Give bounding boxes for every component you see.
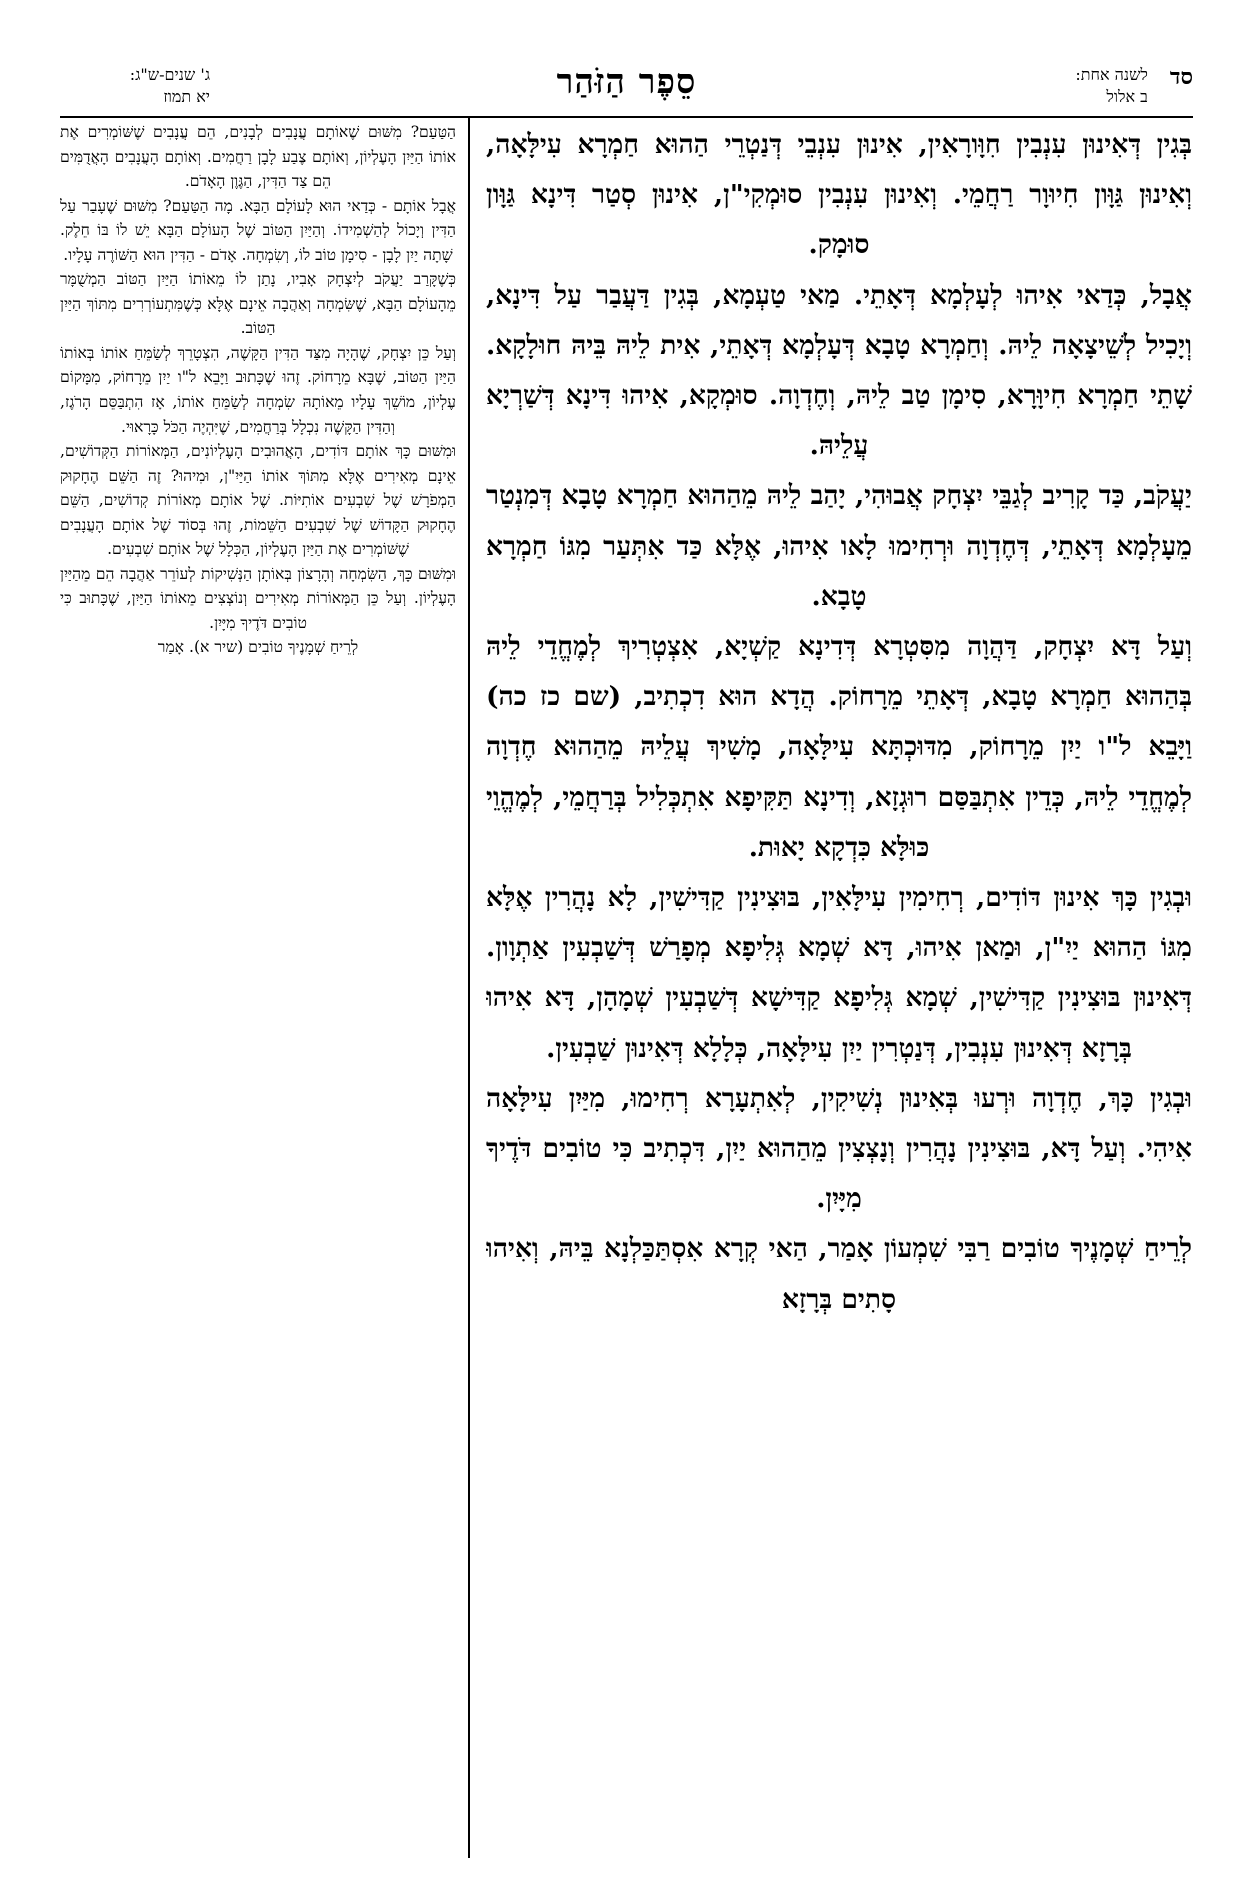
page-number: סד <box>1169 64 1193 90</box>
aramaic-paragraph: וּבְגִין כָּךְ אִינוּן דּוֹדִים, רְחִימִין עִילָּאִין, בּוּצִינִין קַדִּישִׁין, לָא נָהֲרִין אֶלָּא מִגּוֹ הַהוּא יַיִ"ן, וּמַאן אִיהוּ, דָּא שְׁמָא גְּלִיפָא מְפָרַשׁ דְּשַׁבְעִין אַתְוָון. דְּאִינוּן בּוּצִינִין קַדִּישִׁין, שְׁמָא גְּלִיפָא קַדִּישָׁא דְּשַׁבְעִין שְׁמָהָן, דָּא אִיהוּ בְּרָזָא דְּאִינוּן עִנְבִין, דְּנַטְרִין יַיִן עִילָּאָה, כְּלָלָא דְּאִינוּן שַׁבְעִין. <box>486 882 1192 1064</box>
translation-paragraph: לְרֵיחַ שְׁמָנֶיךָ טוֹבִים (שיר א). אָמַר <box>157 638 359 657</box>
hebrew-translation-column <box>60 120 456 1860</box>
side-date-line-2: יא תמוז <box>163 87 210 106</box>
column-divider <box>468 118 470 1858</box>
translation-paragraph: הַטַּעַם? מִשּׁוּם שֶׁאוֹתָם עֲנָבִים לְבָנִים, הֵם עֲנָבִים שֶׁשּׁוֹמְרִים אֶת אוֹתוֹ הַיַּיִן הָעֶלְיוֹן, וְאוֹתָם צֶבַע לָבָן רַחֲמִים. וְאוֹתָם הָעֲנָבִים הָאֲדֻמִּים הֵם צַד הַדִּין, הַגֶּוֶן הָאָדֹם. <box>60 123 456 191</box>
page-header <box>60 60 1193 116</box>
book-title: סֵפֶר הַזֹּהַר <box>556 62 697 102</box>
aramaic-paragraph: וּבְגִין כָּךְ, חֶדְוָה וּרְעוּ בְּאִינוּן נְשִׁיקִין, לְאִתְעָרָא רְחִימוּ, מִיַּיִן עִילָּאָה אִיהִי. וְעַל דָּא, בּוּצִינִין נָהֲרִין וְנָצְצִין מֵהַהוּא יַיִן, דִּכְתִיב כִּי טוֹבִים דֹּדֶיךָ מִיָּיִן. <box>486 1082 1192 1215</box>
translation-paragraph: וּמִשּׁוּם כָּךְ אוֹתָם דּוֹדִים, הָאֲהוּבִים הָעֶלְיוֹנִים, הַמְּאוֹרוֹת הַקְּדוֹשִׁים, אֵינָם מְאִירִים אֶלָּא מִתּוֹךְ אוֹתוֹ הַיַּיִ"ן, וּמִיהוּ? זֶה הַשֵּׁם הֶחָקוּק הַמְפֹרָשׁ שֶׁל שִׁבְעִים אוֹתִיּוֹת. שֶׁל אוֹתָם מְאוֹרוֹת קְדוֹשִׁים, הַשֵּׁם הֶחָקוּק הַקָּדוֹשׁ שֶׁל שִׁבְעִים הַשֵּׁמוֹת, זֶהוּ בְּסוֹד שֶׁל אוֹתָם הָעֲנָבִים שֶׁשּׁוֹמְרִים אֶת הַיַּיִן הָעֶלְיוֹן, הַכְּלָל שֶׁל אוֹתָם שִׁבְעִים. <box>60 442 456 559</box>
aramaic-paragraph: בְּגִין דְּאִינוּן עִנְבִין חִוָּורָאִין, אִינוּן עִנְבֵי דְּנַטְרֵי הַהוּא חַמְרָא עִילָּאָה, וְאִינוּן גַּוָּון חִיוּוָר רַחֲמֵי. וְאִינוּן עִנְבִין סוּמְקִי"ן, אִינוּן סְטַר דִּינָא גַּוָּון סוּמָק. <box>486 129 1192 261</box>
translation-paragraph: וּמִשּׁוּם כָּךְ, הַשִּׂמְחָה וְהָרָצוֹן בְּאוֹתָן הַנְּשִׁיקוֹת לְעוֹרֵר אַהֲבָה הֵם מֵהַיַּיִן הָעֶלְיוֹן. וְעַל כֵּן הַמְּאוֹרוֹת מְאִירִים וְנוֹצְצִים מֵאוֹתוֹ הַיַּיִן, שֶׁכָּתוּב כִּי טוֹבִים דֹּדֶיךָ מִיָּיִן. <box>60 564 456 632</box>
aramaic-text-column <box>486 120 1192 1860</box>
aramaic-paragraph: וְעַל דָּא יִצְחָק, דַּהֲוָה מִסִּטְרָא דְּדִינָא קַשְׁיָא, אִצְטְרִיךְ לְמֶחֱדֵי לֵיהּ בְּהַהוּא חַמְרָא טָבָא, דְּאָתֵי מֵרָחוֹק. הֲדָא הוּא דִכְתִיב, (שם כז כה) וַיָּבֵא ל"ו יַיִן מֵרָחוֹק, מִדּוּכְתָּא עִילָּאָה, מָשִׁיךְ עֲלֵיהּ מֵהַהוּא חֶדְוָה לְמֶחֱדֵי לֵיהּ, כְּדֵין אִתְבַּסַּם רוּגְזָא, וְדִינָא תַּקִּיפָא אִתְכְּלִיל בְּרַחֲמֵי, לְמֶהֱוֵי כּוּלָּא כִּדְקָא יָאוּת. <box>486 631 1192 863</box>
translation-paragraph: וְעַל כֵּן יִצְחָק, שֶׁהָיָה מִצַּד הַדִּין הַקָּשֶׁה, הִצְטָרֵךְ לְשַׂמֵּחַ אוֹתוֹ בְּאוֹתוֹ הַיַּיִן הַטּוֹב, שֶׁבָּא מֵרָחוֹק. זֶהוּ שֶׁכָּתוּב וַיָּבֵא ל"ו יַיִן מֵרָחוֹק, מִמָּקוֹם עֶלְיוֹן, מוֹשֵׁךְ עָלָיו מֵאוֹתָהּ שִׂמְחָה לְשַׂמֵּחַ אוֹתוֹ, אָז הִתְבַּסֵּם הָרֹגֶז, וְהַדִּין הַקָּשֶׁה נִכְלָל בְּרַחֲמִים, שֶׁיִּהְיֶה הַכֹּל כָּרָאוּי. <box>60 343 456 436</box>
header-divider <box>60 116 1193 118</box>
aramaic-paragraph: לְרֵיחַ שְׁמָנֶיךָ טוֹבִים רַבִּי שִׁמְעוֹן אָמַר, הַאי קְרָא אִסְתַּכַּלְנָא בֵּיהּ, וְאִיהוּ סָתִים בְּרָזָא <box>486 1233 1192 1315</box>
side-dates <box>60 64 210 108</box>
aramaic-paragraph: אֲבָל, כְּדַאי אִיהוּ לְעָלְמָא דְּאָתֵי. מַאי טַעְמָא, בְּגִין דַּעֲבַר עַל דִּינָא, וְיָכִיל לְשֵׁיצָאָה לֵיהּ. וְחַמְרָא טָבָא דְּעָלְמָא דְּאָתֵי, אִית לֵיהּ בֵּיהּ חוּלָקָא. שָׁתֵי חַמְרָא חִיוָּרָא, סִימָן טַב לֵיהּ, וְחֶדְוָה. סוּמְקָא, אִיהוּ דִּינָא דְּשַׁרְיָא עֲלֵיהּ. <box>486 279 1192 462</box>
translation-paragraph: כְּשֶׁקָּרַב יַעֲקֹב לְיִצְחָק אָבִיו, נָתַן לוֹ מֵאוֹתוֹ הַיַּיִן הַטּוֹב הַמְשֻׁמָּר מֵהָעוֹלָם הַבָּא, שֶׁשִּׂמְחָה וְאַהֲבָה אֵינָם אֶלָּא כְּשֶׁמִּתְעוֹרְרִים מִתּוֹךְ הַיַּיִן הַטּוֹב. <box>60 270 456 338</box>
side-date-line-1: ג' שנים-ש"ג: <box>129 65 210 84</box>
date-line-2: ב אלול <box>1106 87 1148 106</box>
date-line-1: לשנה אחת: <box>1075 65 1148 84</box>
translation-paragraph: אֲבָל אוֹתָם - כְּדַאי הוּא לָעוֹלָם הַבָּא. מָה הַטַּעַם? מִשּׁוּם שֶׁעָבַר עַל הַדִּין וְיָכוֹל לְהַשְׁמִידוֹ. וְהַיַּיִן הַטּוֹב שֶׁל הָעוֹלָם הַבָּא יֵשׁ לוֹ בּוֹ חֵלֶק. שָׁתָה יַיִן לָבָן - סִימָן טוֹב לוֹ, וְשִׂמְחָה. אָדֹם - הַדִּין הוּא הַשּׁוֹרֶה עָלָיו. <box>60 196 456 264</box>
aramaic-paragraph: יַעֲקֹב, כַּד קָרִיב לְגַבֵּי יִצְחָק אֲבוּהִי, יָהַב לֵיהּ מֵהַהוּא חַמְרָא טָבָא דְּמִנְטַר מֵעָלְמָא דְּאָתֵי, דְּחֶדְוָה וּרְחִימוּ לָאו אִיהוּ, אֶלָּא כַּד אִתְּעַר מִגּוֹ חַמְרָא טָבָא. <box>486 480 1192 612</box>
